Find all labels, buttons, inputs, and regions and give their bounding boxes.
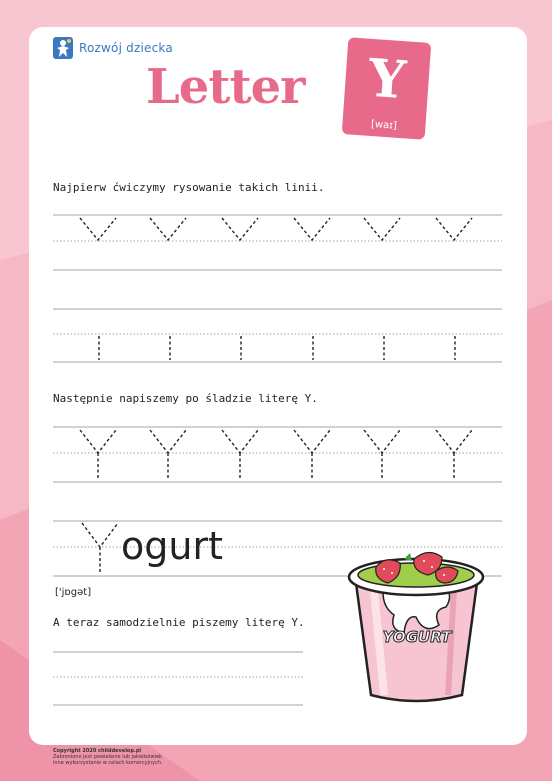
instruction-lines: Najpierw ćwiczymy rysowanie takich linii. bbox=[53, 181, 325, 194]
copyright-line: Copyright 2020 childdevelop.pl bbox=[53, 748, 142, 754]
word-phonetic: ['jɒgət] bbox=[55, 587, 92, 598]
letter-phonetic: [waɪ] bbox=[370, 119, 398, 132]
copyright-notice bbox=[53, 748, 163, 766]
brand-name: Rozwój dziecka bbox=[79, 41, 173, 55]
featured-letter: Y bbox=[366, 47, 408, 112]
copyright-line: inne wykorzystanie w celach komercyjnych. bbox=[53, 760, 163, 766]
yogurt-cup-icon bbox=[344, 545, 489, 710]
word-remainder: ogurt bbox=[121, 524, 223, 568]
instruction-free: A teraz samodzielnie piszemy literę Y. bbox=[53, 616, 305, 629]
copyright-line: Zabronione jest powielanie lub jakiekolwiek bbox=[53, 754, 162, 760]
page-title: Letter bbox=[146, 59, 305, 115]
instruction-trace: Następnie napiszemy po śladzie literę Y. bbox=[53, 392, 318, 405]
yogurt-label: YOGURT bbox=[382, 628, 452, 646]
